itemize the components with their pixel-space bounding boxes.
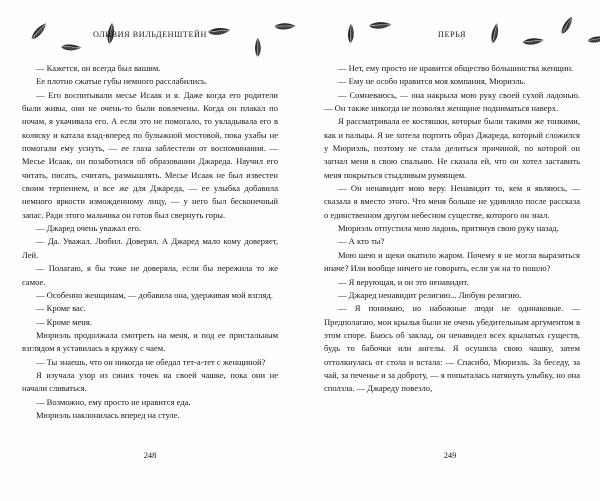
body-paragraph: — Кажется, он всегда был вашим. <box>36 63 161 73</box>
body-paragraph: — Полагаю, я бы тоже не доверяла, если бы пережила то же самое. <box>22 263 278 287</box>
body-paragraph: — Джаред очень уважал его. <box>36 223 142 234</box>
body-paragraph: — Я верующая, и он это ненавидит. <box>338 276 469 287</box>
right-book-page <box>300 0 600 501</box>
body-paragraph: — Да. Уважал. Любил. Доверял. А Джаред мало кому доверяет, Лей. <box>22 236 278 260</box>
body-paragraph: Мюриэль продолжала смотреть на меня, и под ее пристальным взглядом я уставилась в кружку с чаем. <box>22 329 278 354</box>
body-paragraph: — Кроме меня. <box>36 316 92 327</box>
right-page-body <box>324 62 580 396</box>
feather-icon <box>250 37 266 59</box>
body-paragraph: — А кто ты? <box>338 236 385 247</box>
right-page-header <box>324 0 580 62</box>
body-paragraph: — Джаред ненавидит религию... Любую религию. <box>338 289 522 300</box>
left-running-head: ОЛИВИЯ ВИЛЬДЕНШТЕЙН <box>93 30 207 39</box>
body-paragraph: — Я понимаю, но набожные люди не одинаковые. — Предполагаю, мои крылья были не очень убедительным аргументом в этом споре. Бьюсь об заклад, он ненавидел всех крылатых существ, будь то бабочки или ангелы. Я осушила свою чашку, затем оттолкнулась от стола и встала: — Спасибо, Мюриэль. За беседу, за чай, за печенье и за доброту, — я попыталась натянуть улыбку, но она сползла. — Джареду повезло, <box>324 303 580 394</box>
left-page-body <box>22 62 278 422</box>
body-paragraph: — Нет, ему просто не нравится общество большинства женщин. <box>338 63 574 73</box>
body-paragraph: Мою шею и щеки окатило жаром. Почему я не могла выразиться иначе? Или вообще ничего не говорить, если уж на то пошло? <box>324 249 580 274</box>
body-paragraph: Мюриэль отпустила мою ладонь, притянув свою руку назад. <box>338 223 559 234</box>
feather-icon <box>59 39 82 57</box>
left-page-number: 248 <box>143 451 157 460</box>
body-paragraph: — Ему не особо нравится моя компания, Мюриэль. <box>338 76 526 87</box>
body-paragraph: Ее плотно сжатые губы немного расслабились. <box>36 76 208 87</box>
body-paragraph: — Особенно женщинам, — добавила она, удерживая мой взгляд. <box>36 289 274 300</box>
body-paragraph: — Кроме вас. <box>36 303 86 314</box>
body-paragraph: — Возможно, ему просто не нравится еда. <box>36 396 191 407</box>
body-paragraph: Я изучала узор из синих точек на своей чашке, пока они не начали сливаться. <box>22 369 278 394</box>
body-paragraph: Я рассматривала ее костяшки, которые были такими же тонкими, как и пальцы. Я не хотела портить образ Джареда, который сложился у Мюриэль, поэтому не стала делиться причиной, по которой он загнал меня в свою спальню. Не сказала ей, что он хотел заставить меня покрыться стыдливым румянцем. <box>324 116 580 180</box>
feather-icon <box>586 33 600 46</box>
body-paragraph: — Он ненавидит мою веру. Ненавидит то, кем я являюсь, — сказала я вместо этого. Что меня больше не удивляло после рассказа о единственном другом небесном существе, которого он знал. <box>324 183 580 220</box>
right-running-head: ПЕРЬЯ <box>438 30 466 39</box>
body-paragraph: — Сомневаюсь, — она накрыла мою руку своей сухой ладонью. — Он также никогда не позволял женщине подниматься наверх. <box>324 89 580 114</box>
right-page-number: 249 <box>443 451 457 460</box>
body-paragraph: Мюриэль наклонилась вперед на стуле. <box>36 409 180 420</box>
body-paragraph: — Ты знаешь, что он никогда не обедал тет-а-тет с женщиной? <box>36 356 266 367</box>
left-page-header <box>22 0 278 62</box>
body-paragraph: — Его воспитывали месье Исаак и я. Даже когда его родители были живы, они не очень-то были вовлечены. Когда он плакал по ночам, я укачивала его. А если это не помогало, то укладывала его в коляску и катала взад-вперед по булыжной мостовой, пока ухабы не помогали ему уснуть, — ее глаза заблестели от воспоминания. — Месье Исаак, он позаботился об образовании Джареда. Научил его читать, писать, считать, размышлять. Месье Исаак не был известен своим терпением, и все же для Джареда, — ее улыбка добавила немного яркости изможденному лицу, — у него был бесконечный запас. Ради этого мальчика он готов был свернуть горы. <box>22 89 278 220</box>
